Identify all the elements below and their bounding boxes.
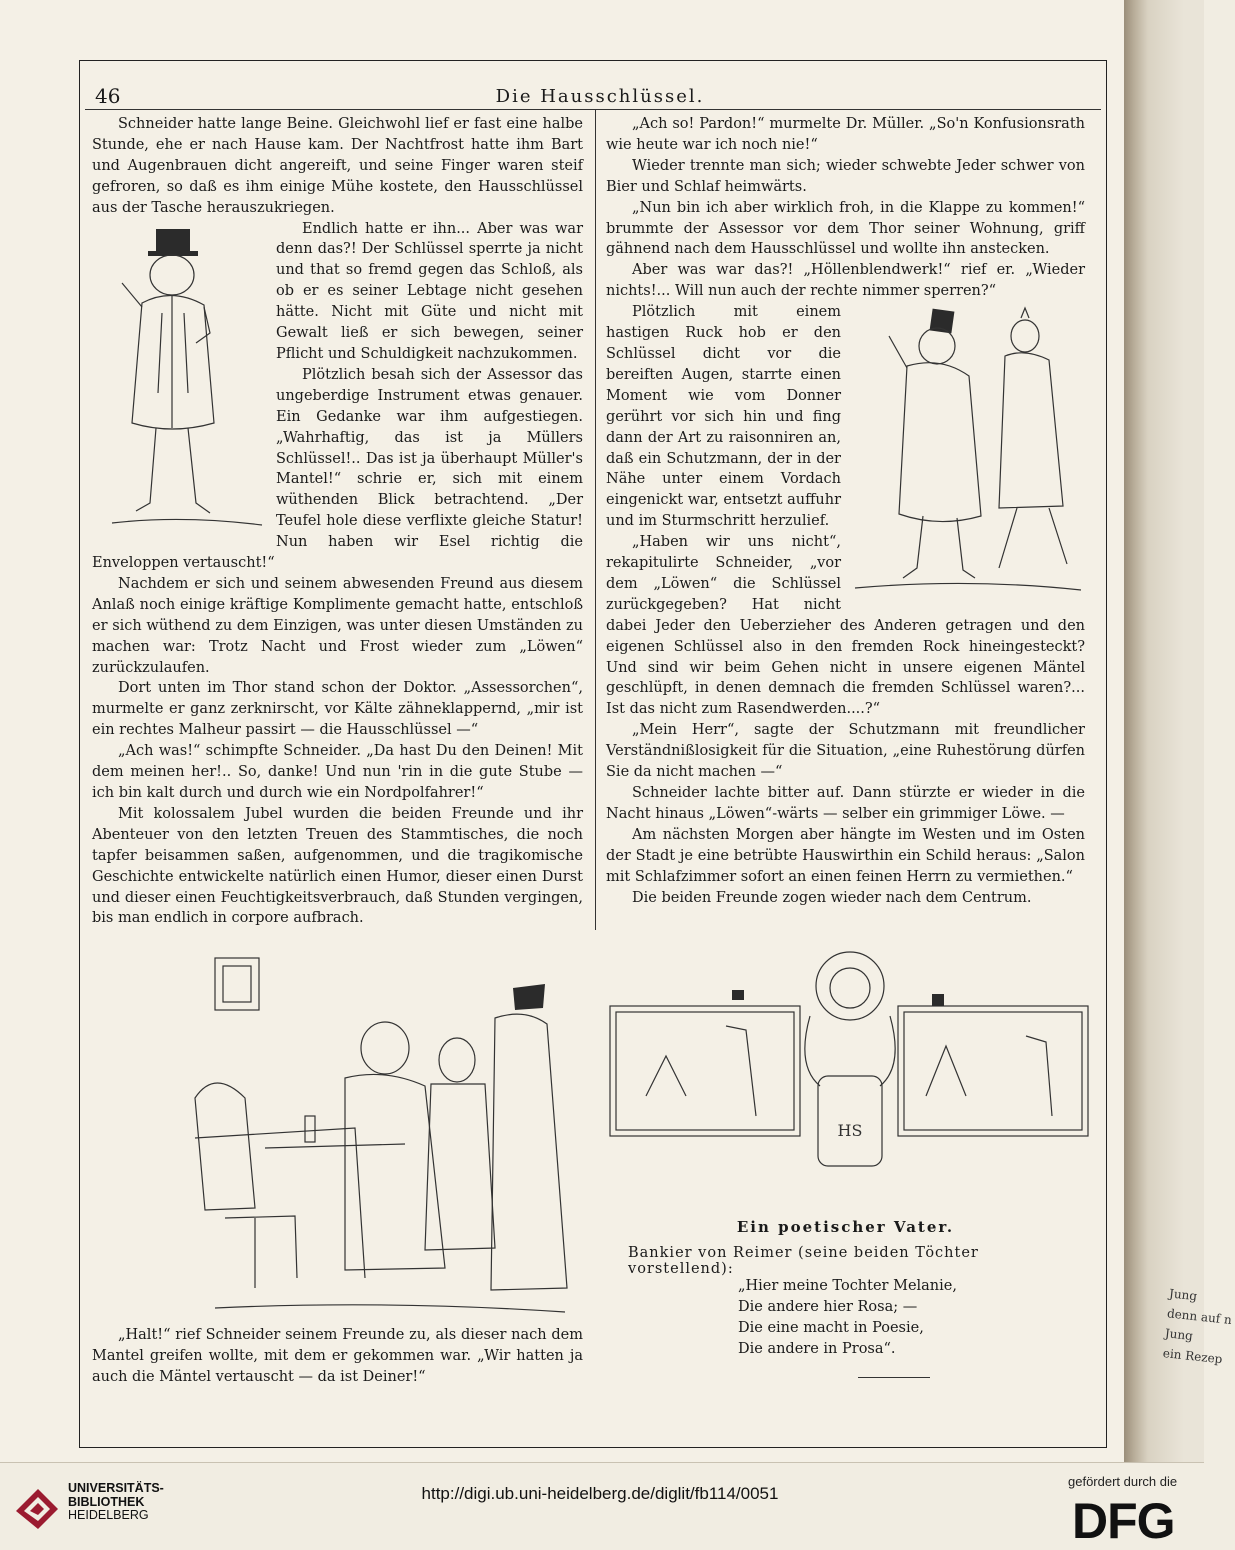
paragraph: Aber was war das?! „Höllenblendwerk!“ rief er. „Wieder nichts!... Will nun auch der rechte nimmer sperren?“	[606, 262, 1085, 300]
illustration-policeman-scene	[849, 306, 1085, 596]
university-logo-icon	[14, 1485, 60, 1535]
illustration-pub-scene	[195, 948, 577, 1328]
paragraph: Plötzlich besah sich der Assessor das ungeberdige Instrument etwas genauer. Ein Gedanke war ihm aufgestiegen. „Wahrhaftig, das ist ja Müllers Schlüssel!.. Das ist ja überhaupt Müller's Mantel!“ schrie er, sich mit einem wüthenden Blick betrachtend. „Der Teufel hole diese verflixte gleiche Statur! Nun haben wir Esel richtig die Enveloppen vertauscht!“	[92, 366, 583, 572]
header-rule	[85, 109, 1101, 110]
viewer-footer	[0, 1462, 1204, 1550]
left-column	[92, 114, 583, 929]
column-rule	[595, 110, 596, 930]
illustration-man-in-coat	[92, 223, 270, 533]
poem-intro: Bankier von Reimer (seine beiden Töchter vorstellend):	[628, 1245, 979, 1277]
paragraph: „Ach so! Pardon!“ murmelte Dr. Müller. „So'n Konfusionsrath wie heute war ich noch nie!“	[606, 116, 1085, 153]
library-name: UNIVERSITÄTS- BIBLIOTHEK HEIDELBERG	[68, 1481, 164, 1522]
paragraph: Wieder trennte man sich; wieder schwebte Jeder schwer von Bier und Schlaf heimwärts.	[606, 157, 1085, 195]
poem-line: Die andere in Prosa“.	[738, 1341, 896, 1357]
page-number: 46	[95, 84, 121, 108]
paragraph: Mit kolossalem Jubel wurden die beiden Freunde und ihr Abenteuer von den letzten Treuen des Stammtisches, die noch tapfer beisammen saßen, aufgenommen, und die tragikomische Geschichte entwickelte natürlich einen Humor, dieser einen Durst und dieser einen Feuchtigkeitsverbrauch, daß Stunden vergingen, bis man endlich in corpore aufbrach.	[92, 805, 583, 927]
poem-end-rule	[858, 1377, 930, 1378]
paragraph: Plötzlich mit einem hastigen Ruck hob er den Schlüssel dicht vor die bereiften Augen, starrte einen Moment wie vom Donner gerührt vor sich hin und fing dann der Art zu raisonniren an, daß ein Schutzmann, der in der Nähe unter einem Vordach eingenickt war, entsetzt auffuhr und im Sturmschritt herzulief.	[606, 304, 841, 530]
poem	[738, 1276, 957, 1360]
poem-line: Die andere hier Rosa; —	[738, 1299, 918, 1315]
dfg-logo: DFG	[1072, 1493, 1175, 1549]
paragraph: „Nun bin ich aber wirklich froh, in die Klappe zu kommen!“ brummte der Assessor vor dem Thor seiner Wohnung, griff gähnend nach dem Hausschlüssel und wollte ihn anstecken.	[606, 199, 1085, 258]
paragraph: Endlich hatte er ihn... Aber was war denn das?! Der Schlüssel sperrte ja nicht und that so fremd gegen das Schloß, als ob er es seiner Lebtage nicht gesehen hätte. Nicht mit Güte und nicht mit Gewalt ließ er sich bewegen, seiner Pflicht und Schuldigkeit nachzukommen.	[276, 220, 583, 362]
funded-by-label: gefördert durch die	[1068, 1474, 1178, 1489]
running-title: Die Hausschlüssel.	[495, 86, 705, 107]
paragraph: „Haben wir uns nicht“, rekapitulirte Schneider, „vor dem „Löwen“ die Schlüssel zurückgegeben? Hat nicht dabei Jeder den Ueberzieher des Anderen getragen und den eigenen Schlüssel also in den fremden Rock hineingesteckt? Und sind wir beim Gehen nicht in unsere eigenen Mäntel geschlüpft, in denen demnach die fremden Schlüssel waren?... Ist das nicht zum Rasendwerden....?“	[606, 534, 1085, 718]
paragraph: Nachdem er sich und seinem abwesenden Freund aus diesem Anlaß noch einige kräftige Komplimente gemacht hatte, entschloß er sich wüthend zu dem Einzigen, was unter diesen Umständen zu machen war: Trotz Nacht und Frost wieder zum „Löwen“ zurückzulaufen.	[92, 575, 583, 676]
permalink-url[interactable]: http://digi.ub.uni-heidelberg.de/diglit/fb114/0051	[421, 1484, 779, 1503]
spine-text: Jung denn auf n Jung ein Rezep	[1162, 1286, 1233, 1367]
paragraph: Schneider lachte bitter auf. Dann stürzte er wieder in die Nacht hinaus „Löwen“-wärts — selber ein grimmiger Löwe. —	[606, 785, 1085, 822]
right-column	[606, 114, 1085, 908]
sign-letters: HS	[837, 1121, 863, 1140]
pub-caption	[92, 1325, 583, 1388]
poem-title: Ein poetischer Vater.	[736, 1218, 955, 1236]
illustration-lion-sign	[606, 946, 1094, 1172]
paragraph: „Ach was!“ schimpfte Schneider. „Da hast Du den Deinen! Mit dem meinen her!.. So, danke! Und nun 'rin in die gute Stube — ich bin kalt durch und durch wie ein Nordpolfahrer!“	[92, 743, 583, 801]
paragraph: „Mein Herr“, sagte der Schutzmann mit freundlicher Verständnißlosigkeit für die Situation, „eine Ruhestörung dürfen Sie da nicht machen —“	[606, 722, 1085, 781]
poem-line: Die eine macht in Poesie,	[738, 1320, 924, 1336]
poem-line: „Hier meine Tochter Melanie,	[738, 1278, 957, 1294]
caption-text: „Halt!“ rief Schneider seinem Freunde zu, als dieser nach dem Mantel greifen wollte, mit dem er gekommen war. „Wir hatten ja auch die Mäntel vertauscht — da ist Deiner!“	[92, 1327, 583, 1385]
paragraph: Die beiden Freunde zogen wieder nach dem Centrum.	[632, 889, 1032, 906]
paragraph: Am nächsten Morgen aber hängte im Westen und im Osten der Stadt je eine betrübte Hauswirthin ein Schild heraus: „Salon mit Schlafzimmer sofort an einen feinen Herrn zu vermiethen.“	[606, 826, 1085, 885]
book-spine	[1124, 0, 1233, 1462]
paragraph: Dort unten im Thor stand schon der Doktor. „Assessorchen“, murmelte er ganz zerknirscht, vor Kälte zähneklappernd, „mir ist ein rechtes Malheur passirt — die Hausschlüssel —“	[92, 680, 583, 739]
paragraph: Schneider hatte lange Beine. Gleichwohl lief er fast eine halbe Stunde, ehe er nach Hause kam. Der Nachtfrost hatte ihm Bart und Augenbrauen dicht angereift, und seine Finger waren steif gefroren, so daß es ihm einige Mühe kostete, den Hausschlüssel aus der Tasche herauszukriegen.	[92, 116, 583, 216]
